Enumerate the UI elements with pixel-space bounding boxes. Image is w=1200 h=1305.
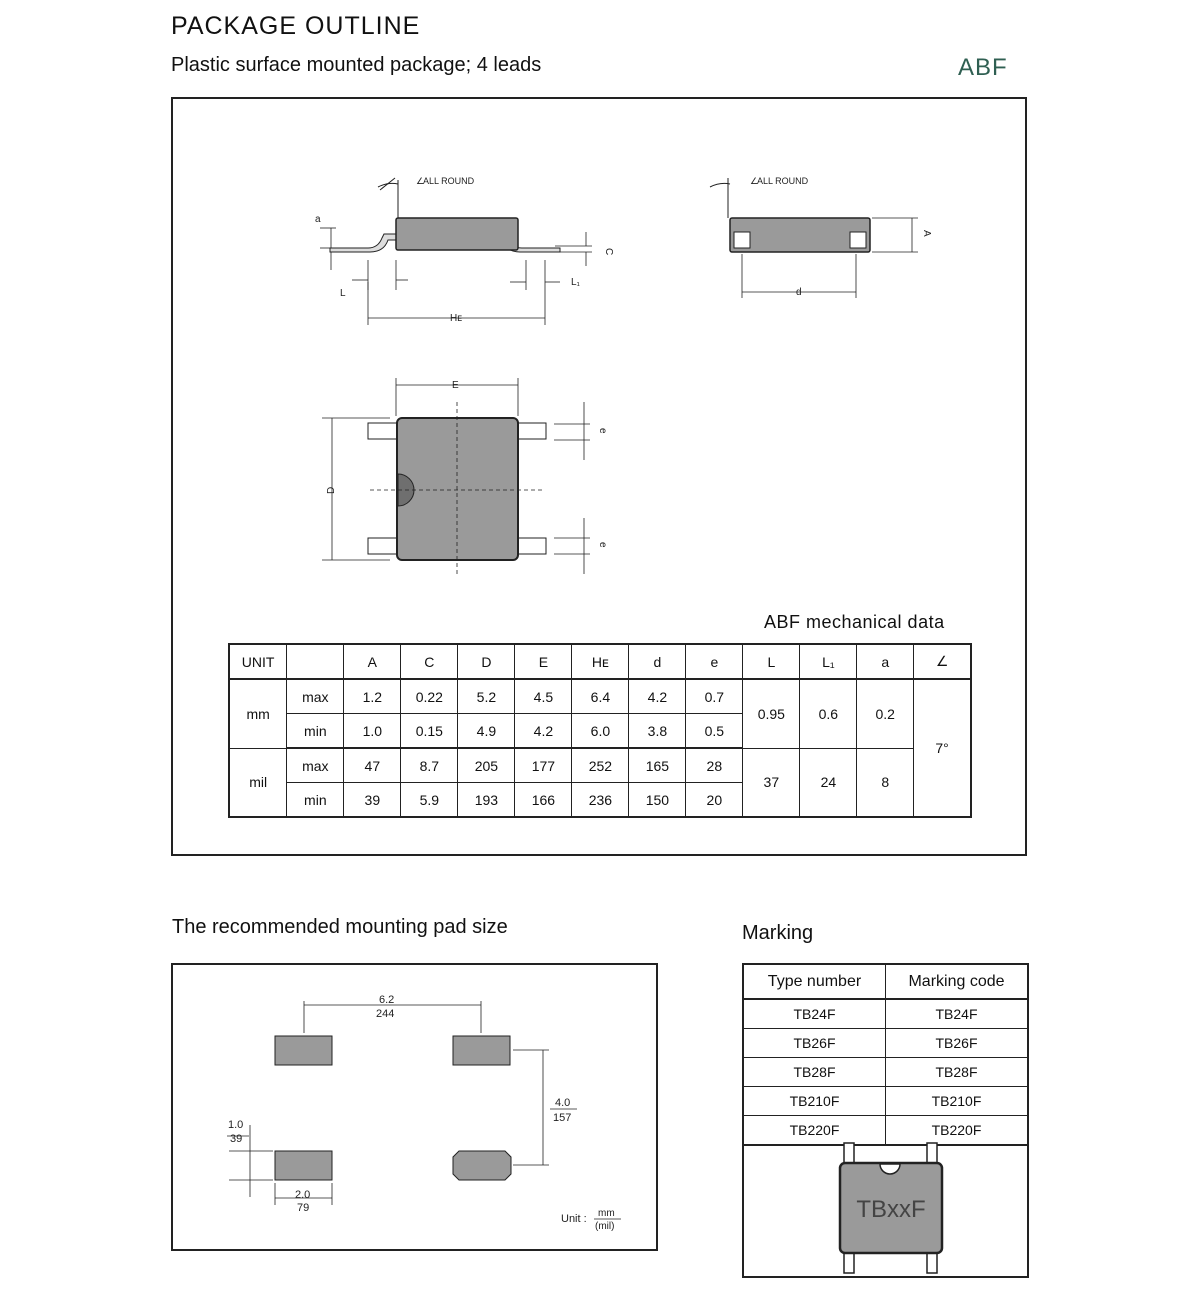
top-lead-4 bbox=[516, 538, 546, 554]
table-cell: 8 bbox=[857, 748, 914, 817]
table-cell: 3.8 bbox=[629, 714, 686, 749]
mounting-pad-drawing bbox=[173, 965, 656, 1249]
pad-h-mm: 1.0 bbox=[228, 1119, 244, 1131]
code-cell: TB26F bbox=[885, 1029, 1028, 1058]
col-marking-code: Marking code bbox=[885, 964, 1028, 999]
table-cell: 0.6 bbox=[800, 679, 857, 748]
chip-lead-4 bbox=[927, 1251, 937, 1273]
marking-title: Marking bbox=[742, 922, 814, 944]
pad-top-right bbox=[453, 1036, 510, 1065]
dim-L1-label: L₁ bbox=[571, 277, 580, 288]
angle-cell: 7° bbox=[914, 679, 971, 817]
pad-bottom-right bbox=[453, 1151, 511, 1180]
row-label-min: min bbox=[287, 714, 344, 749]
package-body-top bbox=[397, 418, 518, 560]
dim-a-label: a bbox=[315, 214, 321, 225]
unit-label: Unit : bbox=[561, 1213, 587, 1225]
code-cell: TB220F bbox=[885, 1116, 1028, 1146]
header-cell: D bbox=[458, 644, 515, 679]
table-cell: 20 bbox=[686, 783, 743, 818]
header-cell: E bbox=[515, 644, 572, 679]
table-cell: 0.5 bbox=[686, 714, 743, 749]
row-label-min: min bbox=[287, 783, 344, 818]
header-cell: ∠ bbox=[914, 644, 971, 679]
package-body-side bbox=[396, 218, 518, 250]
marking-header-row bbox=[743, 964, 1028, 999]
mounting-pad-title: The recommended mounting pad size bbox=[172, 916, 508, 938]
type-cell: TB210F bbox=[743, 1087, 885, 1116]
table-cell: 0.2 bbox=[857, 679, 914, 748]
unit-cell-mil: mil bbox=[229, 748, 287, 817]
top-lead-3 bbox=[368, 538, 398, 554]
package-body-end bbox=[730, 218, 870, 252]
page-subtitle: Plastic surface mounted package; 4 leads bbox=[171, 54, 542, 76]
unit-mil: (mil) bbox=[595, 1221, 615, 1232]
table-cell: 4.2 bbox=[629, 679, 686, 714]
table-cell: 39 bbox=[344, 783, 401, 818]
header-cell: A bbox=[344, 644, 401, 679]
col-type-number: Type number bbox=[743, 964, 885, 999]
top-lead-1 bbox=[368, 423, 398, 439]
pad-top-left bbox=[275, 1036, 332, 1065]
table-cell: 24 bbox=[800, 748, 857, 817]
table-cell: 6.0 bbox=[572, 714, 629, 749]
table-cell: 0.7 bbox=[686, 679, 743, 714]
table-row bbox=[743, 1087, 1028, 1116]
table-cell: 37 bbox=[743, 748, 800, 817]
table-cell: 5.2 bbox=[458, 679, 515, 714]
table-row bbox=[229, 748, 971, 783]
table-cell: 193 bbox=[458, 783, 515, 818]
table-row bbox=[743, 1058, 1028, 1087]
pad-width-mil: 244 bbox=[376, 1008, 395, 1020]
unit-cell-mm: mm bbox=[229, 679, 287, 748]
pad-w-mm: 2.0 bbox=[295, 1189, 311, 1201]
pad-width-mm: 6.2 bbox=[379, 994, 395, 1006]
table-header-row bbox=[229, 644, 971, 679]
header-cell: L₁ bbox=[800, 644, 857, 679]
chip-marking-text: TBxxF bbox=[856, 1196, 926, 1223]
header-cell bbox=[287, 644, 344, 679]
top-view-drawing bbox=[310, 370, 630, 580]
table-cell: 1.2 bbox=[344, 679, 401, 714]
chip-lead-3 bbox=[844, 1251, 854, 1273]
chip-lead-1 bbox=[844, 1143, 854, 1165]
table-cell: 150 bbox=[629, 783, 686, 818]
table-cell: 47 bbox=[344, 748, 401, 783]
all-round-label: ALL ROUND bbox=[423, 176, 475, 186]
code-cell: TB210F bbox=[885, 1087, 1028, 1116]
dim-HE-label: Hᴇ bbox=[450, 313, 463, 324]
type-cell: TB220F bbox=[743, 1116, 885, 1146]
row-label-max: max bbox=[287, 748, 344, 783]
table-cell: 166 bbox=[515, 783, 572, 818]
table-cell: 177 bbox=[515, 748, 572, 783]
table-cell: 4.2 bbox=[515, 714, 572, 749]
end-all-round-label: ALL ROUND bbox=[757, 176, 809, 186]
chip-lead-2 bbox=[927, 1143, 937, 1165]
table-cell: 236 bbox=[572, 783, 629, 818]
end-angle-symbol: ∠ bbox=[750, 176, 759, 186]
end-view-drawing bbox=[700, 170, 940, 310]
header-cell: a bbox=[857, 644, 914, 679]
pad-height-mil: 157 bbox=[553, 1112, 572, 1124]
table-row bbox=[743, 999, 1028, 1029]
dim-d-label: d bbox=[796, 287, 802, 298]
header-cell: UNIT bbox=[229, 644, 287, 679]
mechanical-data-table bbox=[228, 643, 972, 818]
page-title: PACKAGE OUTLINE bbox=[171, 12, 421, 40]
marking-illustration-frame bbox=[742, 1141, 1029, 1278]
table-cell: 6.4 bbox=[572, 679, 629, 714]
table-row bbox=[743, 1029, 1028, 1058]
dim-C-label: C bbox=[603, 248, 614, 256]
dim-e-label-bottom: e bbox=[597, 542, 608, 548]
type-cell: TB24F bbox=[743, 999, 885, 1029]
table-cell: 252 bbox=[572, 748, 629, 783]
table-cell: 0.15 bbox=[401, 714, 458, 749]
unit-mm: mm bbox=[598, 1208, 615, 1219]
pad-w-mil: 79 bbox=[297, 1202, 310, 1214]
header-cell: e bbox=[686, 644, 743, 679]
angle-symbol: ∠ bbox=[416, 176, 425, 186]
header-cell: d bbox=[629, 644, 686, 679]
table-cell: 0.22 bbox=[401, 679, 458, 714]
table-cell: 1.0 bbox=[344, 714, 401, 749]
dim-A-label: A bbox=[921, 230, 932, 237]
code-cell: TB28F bbox=[885, 1058, 1028, 1087]
dim-D-label: D bbox=[326, 486, 337, 494]
table-cell: 8.7 bbox=[401, 748, 458, 783]
package-code: ABF bbox=[958, 54, 1008, 81]
marking-chip-drawing bbox=[744, 1141, 1027, 1276]
side-view-drawing bbox=[300, 170, 620, 330]
table-cell: 4.9 bbox=[458, 714, 515, 749]
table-cell: 4.5 bbox=[515, 679, 572, 714]
dim-e-label-top: e bbox=[597, 428, 608, 434]
type-cell: TB26F bbox=[743, 1029, 885, 1058]
table-cell: 0.95 bbox=[743, 679, 800, 748]
header-cell: Hᴇ bbox=[572, 644, 629, 679]
table-row bbox=[229, 679, 971, 714]
header-cell: L bbox=[743, 644, 800, 679]
table-cell: 165 bbox=[629, 748, 686, 783]
top-lead-2 bbox=[516, 423, 546, 439]
pad-height-mm: 4.0 bbox=[555, 1097, 571, 1109]
table-cell: 205 bbox=[458, 748, 515, 783]
table-cell: 5.9 bbox=[401, 783, 458, 818]
end-lead-right bbox=[850, 232, 866, 248]
pad-bottom-left bbox=[275, 1151, 332, 1180]
marking-table bbox=[742, 963, 1029, 1146]
type-cell: TB28F bbox=[743, 1058, 885, 1087]
end-lead-left bbox=[734, 232, 750, 248]
mechanical-data-title: ABF mechanical data bbox=[764, 612, 945, 632]
dim-L-label: L bbox=[340, 288, 346, 299]
table-cell: 28 bbox=[686, 748, 743, 783]
code-cell: TB24F bbox=[885, 999, 1028, 1029]
header-cell: C bbox=[401, 644, 458, 679]
mounting-pad-frame bbox=[171, 963, 658, 1251]
row-label-max: max bbox=[287, 679, 344, 714]
dim-E-label: E bbox=[452, 380, 459, 391]
pad-h-mil: 39 bbox=[230, 1133, 243, 1145]
